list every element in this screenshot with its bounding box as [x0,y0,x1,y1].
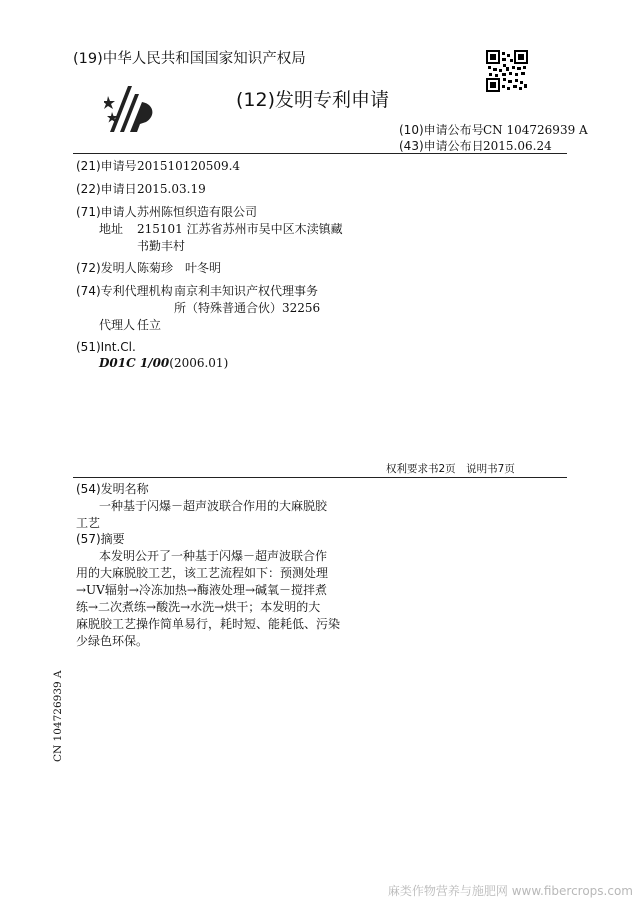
section-divider [73,477,567,478]
header-divider [73,153,567,154]
address-line-1: 215101 江苏省苏州市吴中区木渎镇藏 [137,222,343,236]
abstract-line: →UV辐射→冷冻加热→酶液处理→碱氧－搅拌煮 [76,583,327,597]
publication-date-value: 2015.06.24 [483,139,552,153]
agency-line-1: 南京利丰知识产权代理事务 [174,284,319,298]
address-label: 地址 [99,222,124,236]
int-cl-year: (2006.01) [169,356,229,370]
int-cl-code: D01C 1/00 [99,356,170,370]
application-date-value: 2015.03.19 [137,182,206,196]
application-number-label: (21)申请号 [76,159,137,173]
publication-number-value: CN 104726939 A [483,123,588,137]
publication-date-label: (43)申请公布日 [399,139,484,153]
applicant-label: (71)申请人 [76,205,137,219]
application-date-label: (22)申请日 [76,182,137,196]
address-line-2: 书勤丰村 [137,239,186,253]
abstract-line: 少绿色环保。 [76,634,149,648]
agent-value: 任立 [137,318,162,332]
qr-code-icon [486,50,528,92]
abstract-line: 用的大麻脱胶工艺，该工艺流程如下：预测处理 [76,566,329,580]
watermark: 麻类作物营养与施肥网 www.fibercrops.com [387,884,633,898]
int-cl-label: (51)Int.Cl. [76,340,136,354]
agency-label: (74)专利代理机构 [76,284,173,298]
invention-title-line-2: 工艺 [76,516,101,530]
abstract-line: 本发明公开了一种基于闪爆－超声波联合作 [99,549,328,563]
inventor-label: (72)发明人 [76,261,137,275]
agent-label: 代理人 [99,318,136,332]
abstract-line: 麻脱胶工艺操作简单易行，耗时短、能耗低、污染 [76,617,341,631]
inventor-value: 陈菊珍 叶冬明 [137,261,222,275]
application-number-value: 201510120509.4 [137,159,241,173]
abstract-line: 练→二次煮练→酸洗→水洗→烘干；本发明的大 [76,600,321,614]
applicant-value: 苏州陈恒织造有限公司 [137,205,258,219]
int-cl-entry [99,355,228,371]
invention-title-line-1: 一种基于闪爆－超声波联合作用的大麻脱胶 [99,499,328,513]
abstract-label: (57)摘要 [76,532,125,546]
cnipa-logo-icon [104,82,160,134]
pages-note: 权利要求书2页 说明书7页 [386,463,515,475]
document-type-title: (12)发明专利申请 [236,89,390,111]
publication-number-label: (10)申请公布号 [399,123,484,137]
side-publication-number: CN 104726939 A [52,670,64,762]
office-name: (19)中华人民共和国国家知识产权局 [73,51,306,67]
agency-line-2: 所（特殊普通合伙）32256 [174,301,321,315]
invention-title-label: (54)发明名称 [76,482,149,496]
